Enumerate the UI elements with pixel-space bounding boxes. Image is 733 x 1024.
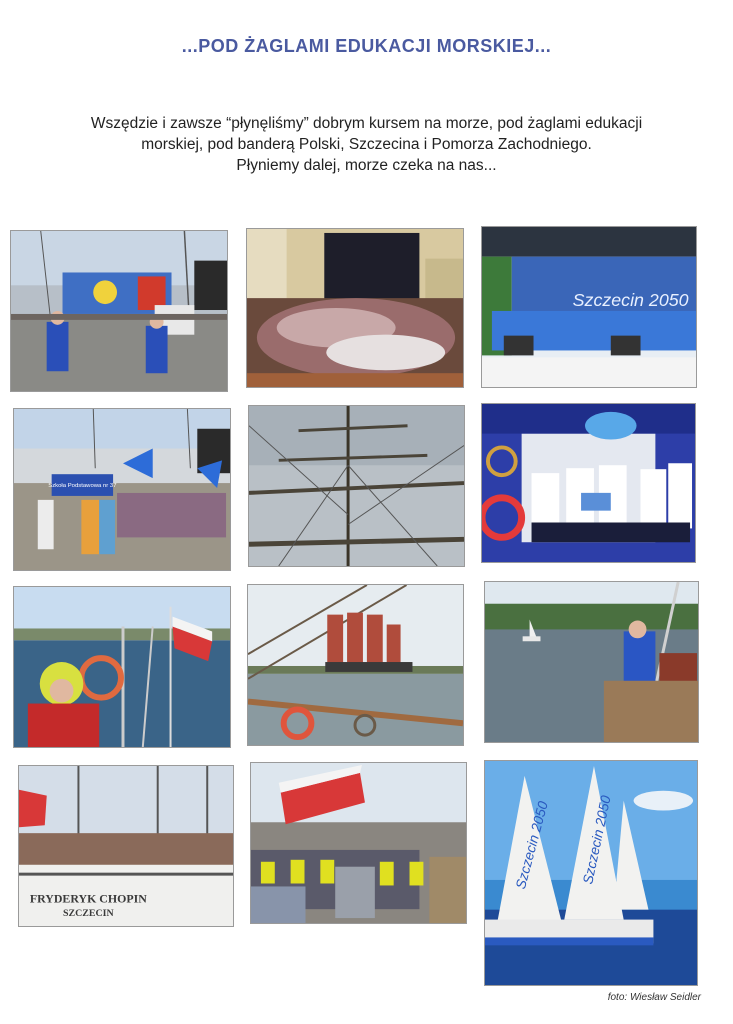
ship-port-text: SZCZECIN — [63, 908, 114, 920]
photo-boy-on-deck — [13, 586, 231, 748]
intro-text — [30, 113, 703, 176]
photo-stage-szczecin — [481, 226, 697, 388]
photo-credit: foto: Wiesław Seidler — [607, 992, 701, 1003]
stage-banner-text: Szczecin 2050 — [572, 290, 689, 311]
photo-parade-banner — [10, 230, 228, 392]
intro-line-3: Płyniemy dalej, morze czeka na nas... — [236, 157, 497, 174]
intro-line-2: morskiej, pod banderą Polski, Szczecina i Pomorza Zachodniego. — [141, 136, 592, 153]
ship-name-text: FRYDERYK CHOPIN — [29, 891, 147, 906]
page-title: ...POD ŻAGLAMI EDUKACJI MORSKIEJ... — [181, 36, 552, 56]
photo-sailor-performance — [481, 403, 696, 563]
school-sign-text: Szkoła Podstawowa nr 37 — [48, 483, 117, 490]
photo-school-hall — [246, 228, 464, 388]
photo-mast-rigging — [248, 405, 465, 567]
sail-text-2: Szczecin 2050 — [579, 793, 614, 886]
photo-children-flag — [250, 762, 467, 924]
sail-text-1: Szczecin 2050 — [512, 799, 551, 891]
photo-school-march — [13, 408, 231, 571]
photo-fryderyk-chopin-ship — [18, 765, 234, 927]
photo-deck-sailing-boats — [484, 581, 699, 743]
intro-line-1: Wszędzie i zawsze “płynęliśmy” dobrym kursem na morze, pod żaglami edukacji — [90, 115, 643, 132]
photo-tall-ship-sea — [247, 584, 464, 746]
photo-sailboats-szczecin — [484, 760, 698, 986]
